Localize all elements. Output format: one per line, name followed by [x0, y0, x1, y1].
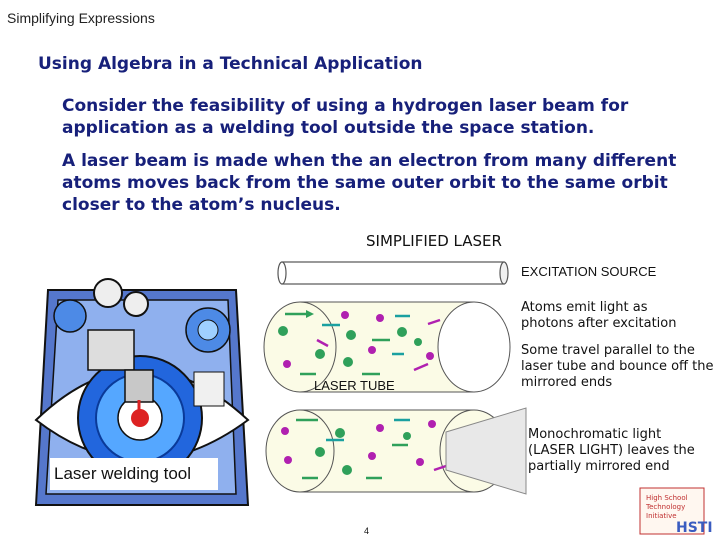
svg-text:HSTI: HSTI — [676, 520, 713, 536]
diagram-title: SIMPLIFIED LASER — [366, 232, 502, 250]
slide-header: Simplifying Expressions — [7, 10, 155, 26]
paragraph-laser-explanation: A laser beam is made when the an electron from many different atoms moves back from the same outer orbit to the same orbit closer to the atom’s nucleus. — [62, 151, 677, 215]
svg-text:High School: High School — [646, 494, 688, 502]
svg-text:Initiative: Initiative — [646, 512, 677, 520]
hsti-logo — [640, 488, 713, 536]
slide-title: Using Algebra in a Technical Application — [38, 54, 423, 74]
excitation-source-label: EXCITATION SOURCE — [521, 264, 657, 279]
parallel-travel-label: Some travel parallel to the laser tube and bounce off the mirrored ends — [521, 343, 714, 390]
paragraph-feasibility: Consider the feasibility of using a hydrogen laser beam for application as a welding tool outside the space station. — [62, 96, 629, 138]
svg-text:Technology: Technology — [646, 503, 686, 511]
monochromatic-light-label: Monochromatic light (LASER LIGHT) leaves the partially mirrored end — [528, 427, 695, 474]
page-number: 4 — [364, 526, 370, 536]
excitation-source-tube — [278, 262, 508, 284]
atoms-emit-label: Atoms emit light as photons after excitation — [521, 300, 677, 331]
clipart-caption: Laser welding tool — [54, 464, 192, 483]
laser-tube-label: LASER TUBE — [314, 378, 395, 393]
